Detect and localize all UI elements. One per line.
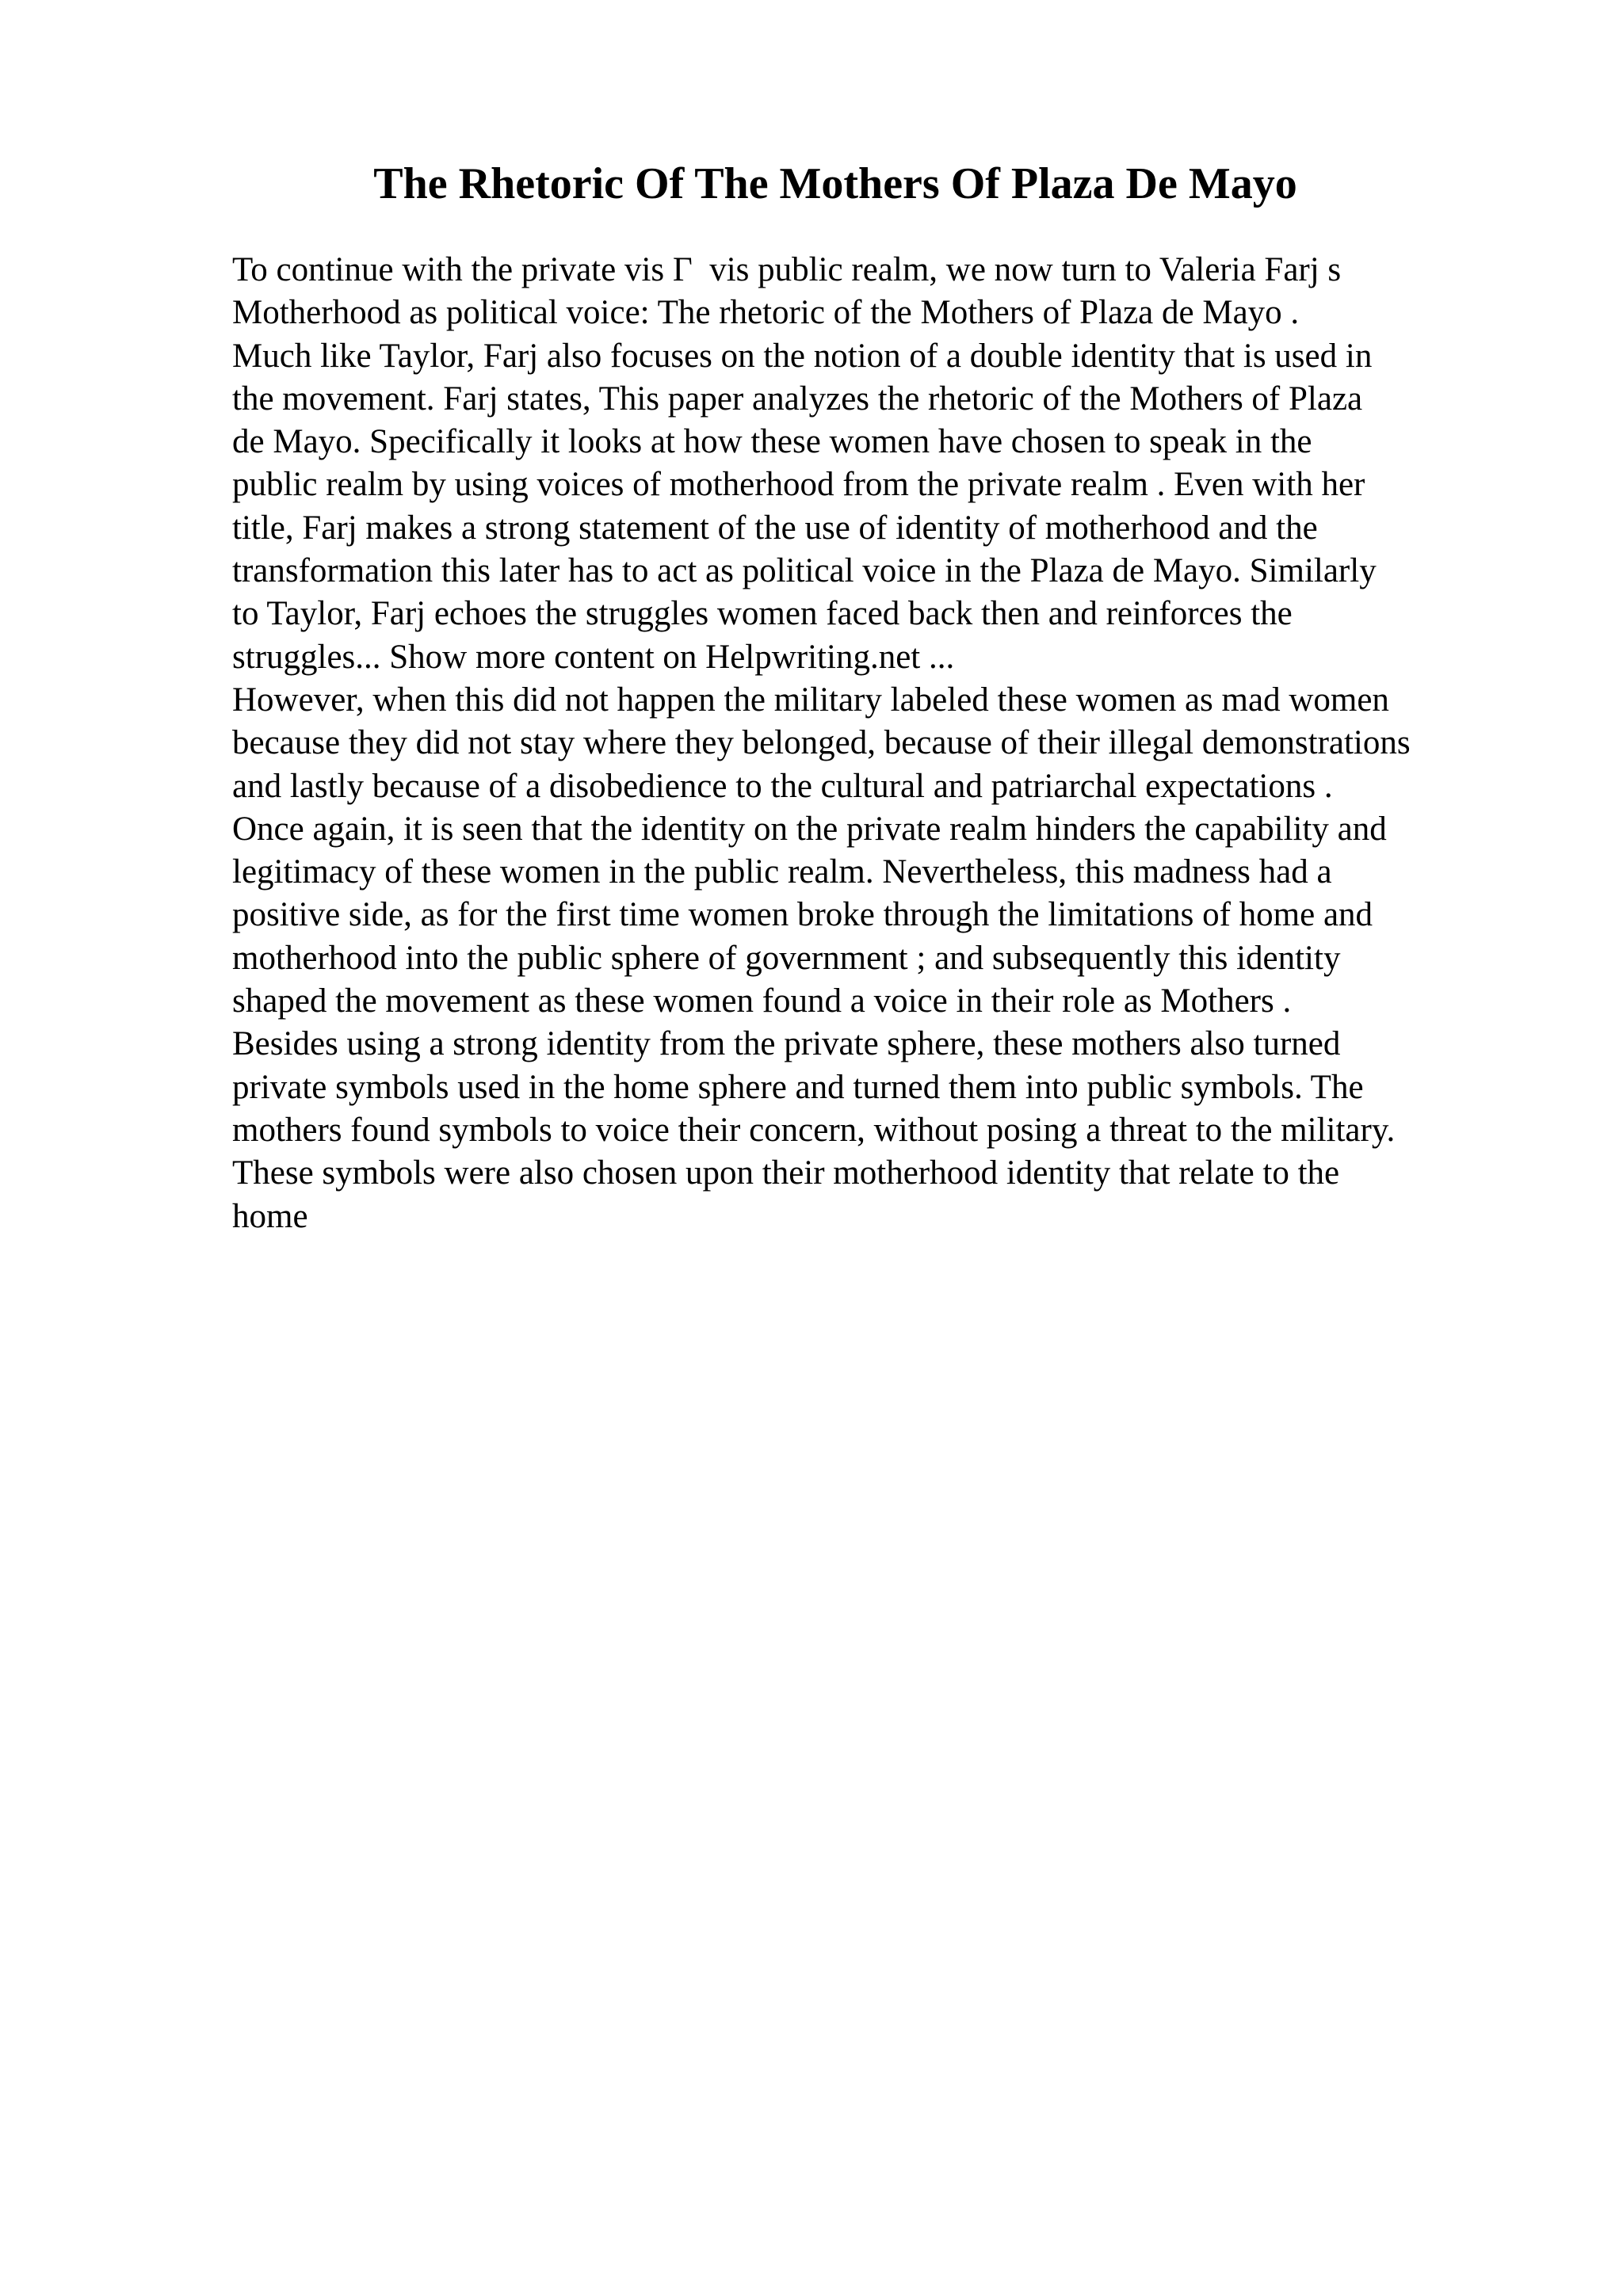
body-line: legitimacy of these women in the public realm. Nevertheless, this madness had a [232, 853, 1332, 891]
document-title-text: The Rhetoric Of The Mothers Of Plaza De Mayo [373, 159, 1297, 208]
body-line: home [232, 1197, 308, 1235]
body-line: However, when this did not happen the military labeled these women as mad women [232, 681, 1389, 719]
body-line: de Mayo. Specifically it looks at how these women have chosen to speak in the [232, 423, 1312, 461]
document-title [0, 151, 1623, 217]
body-line: Much like Taylor, Farj also focuses on the notion of a double identity that is used in [232, 337, 1373, 375]
body-line: These symbols were also chosen upon their motherhood identity that relate to the [232, 1154, 1340, 1192]
document-body [232, 249, 1532, 1238]
body-line: because they did not stay where they belonged, because of their illegal demonstrations [232, 724, 1411, 762]
body-line: and lastly because of a disobedience to the cultural and patriarchal expectations . [232, 767, 1333, 805]
body-line: Motherhood as political voice: The rhetoric of the Mothers of Plaza de Mayo . [232, 294, 1300, 332]
body-line: public realm by using voices of motherhood from the private realm . Even with her [232, 466, 1365, 504]
body-line: Besides using a strong identity from the private sphere, these mothers also turned [232, 1025, 1341, 1063]
body-line: struggles... Show more content on Helpwriting.net ... [232, 638, 955, 676]
body-line: mothers found symbols to voice their concern, without posing a threat to the military. [232, 1111, 1396, 1149]
body-line: motherhood into the public sphere of government ; and subsequently this identity [232, 939, 1341, 977]
body-line: Once again, it is seen that the identity on the private realm hinders the capability and [232, 810, 1387, 848]
body-line: transformation this later has to act as political voice in the Plaza de Mayo. Similarly [232, 552, 1377, 590]
body-line: title, Farj makes a strong statement of the use of identity of motherhood and the [232, 509, 1318, 547]
body-line: shaped the movement as these women found a voice in their role as Mothers . [232, 982, 1292, 1020]
body-line: positive side, as for the first time women broke through the limitations of home and [232, 896, 1373, 934]
body-line: private symbols used in the home sphere and turned them into public symbols. The [232, 1068, 1364, 1106]
body-line: the movement. Farj states, This paper analyzes the rhetoric of the Mothers of Plaza [232, 379, 1363, 418]
body-line: To continue with the private vis Г vis public realm, we now turn to Valeria Farj s [232, 251, 1342, 288]
body-line: to Taylor, Farj echoes the struggles women faced back then and reinforces the [232, 595, 1293, 633]
